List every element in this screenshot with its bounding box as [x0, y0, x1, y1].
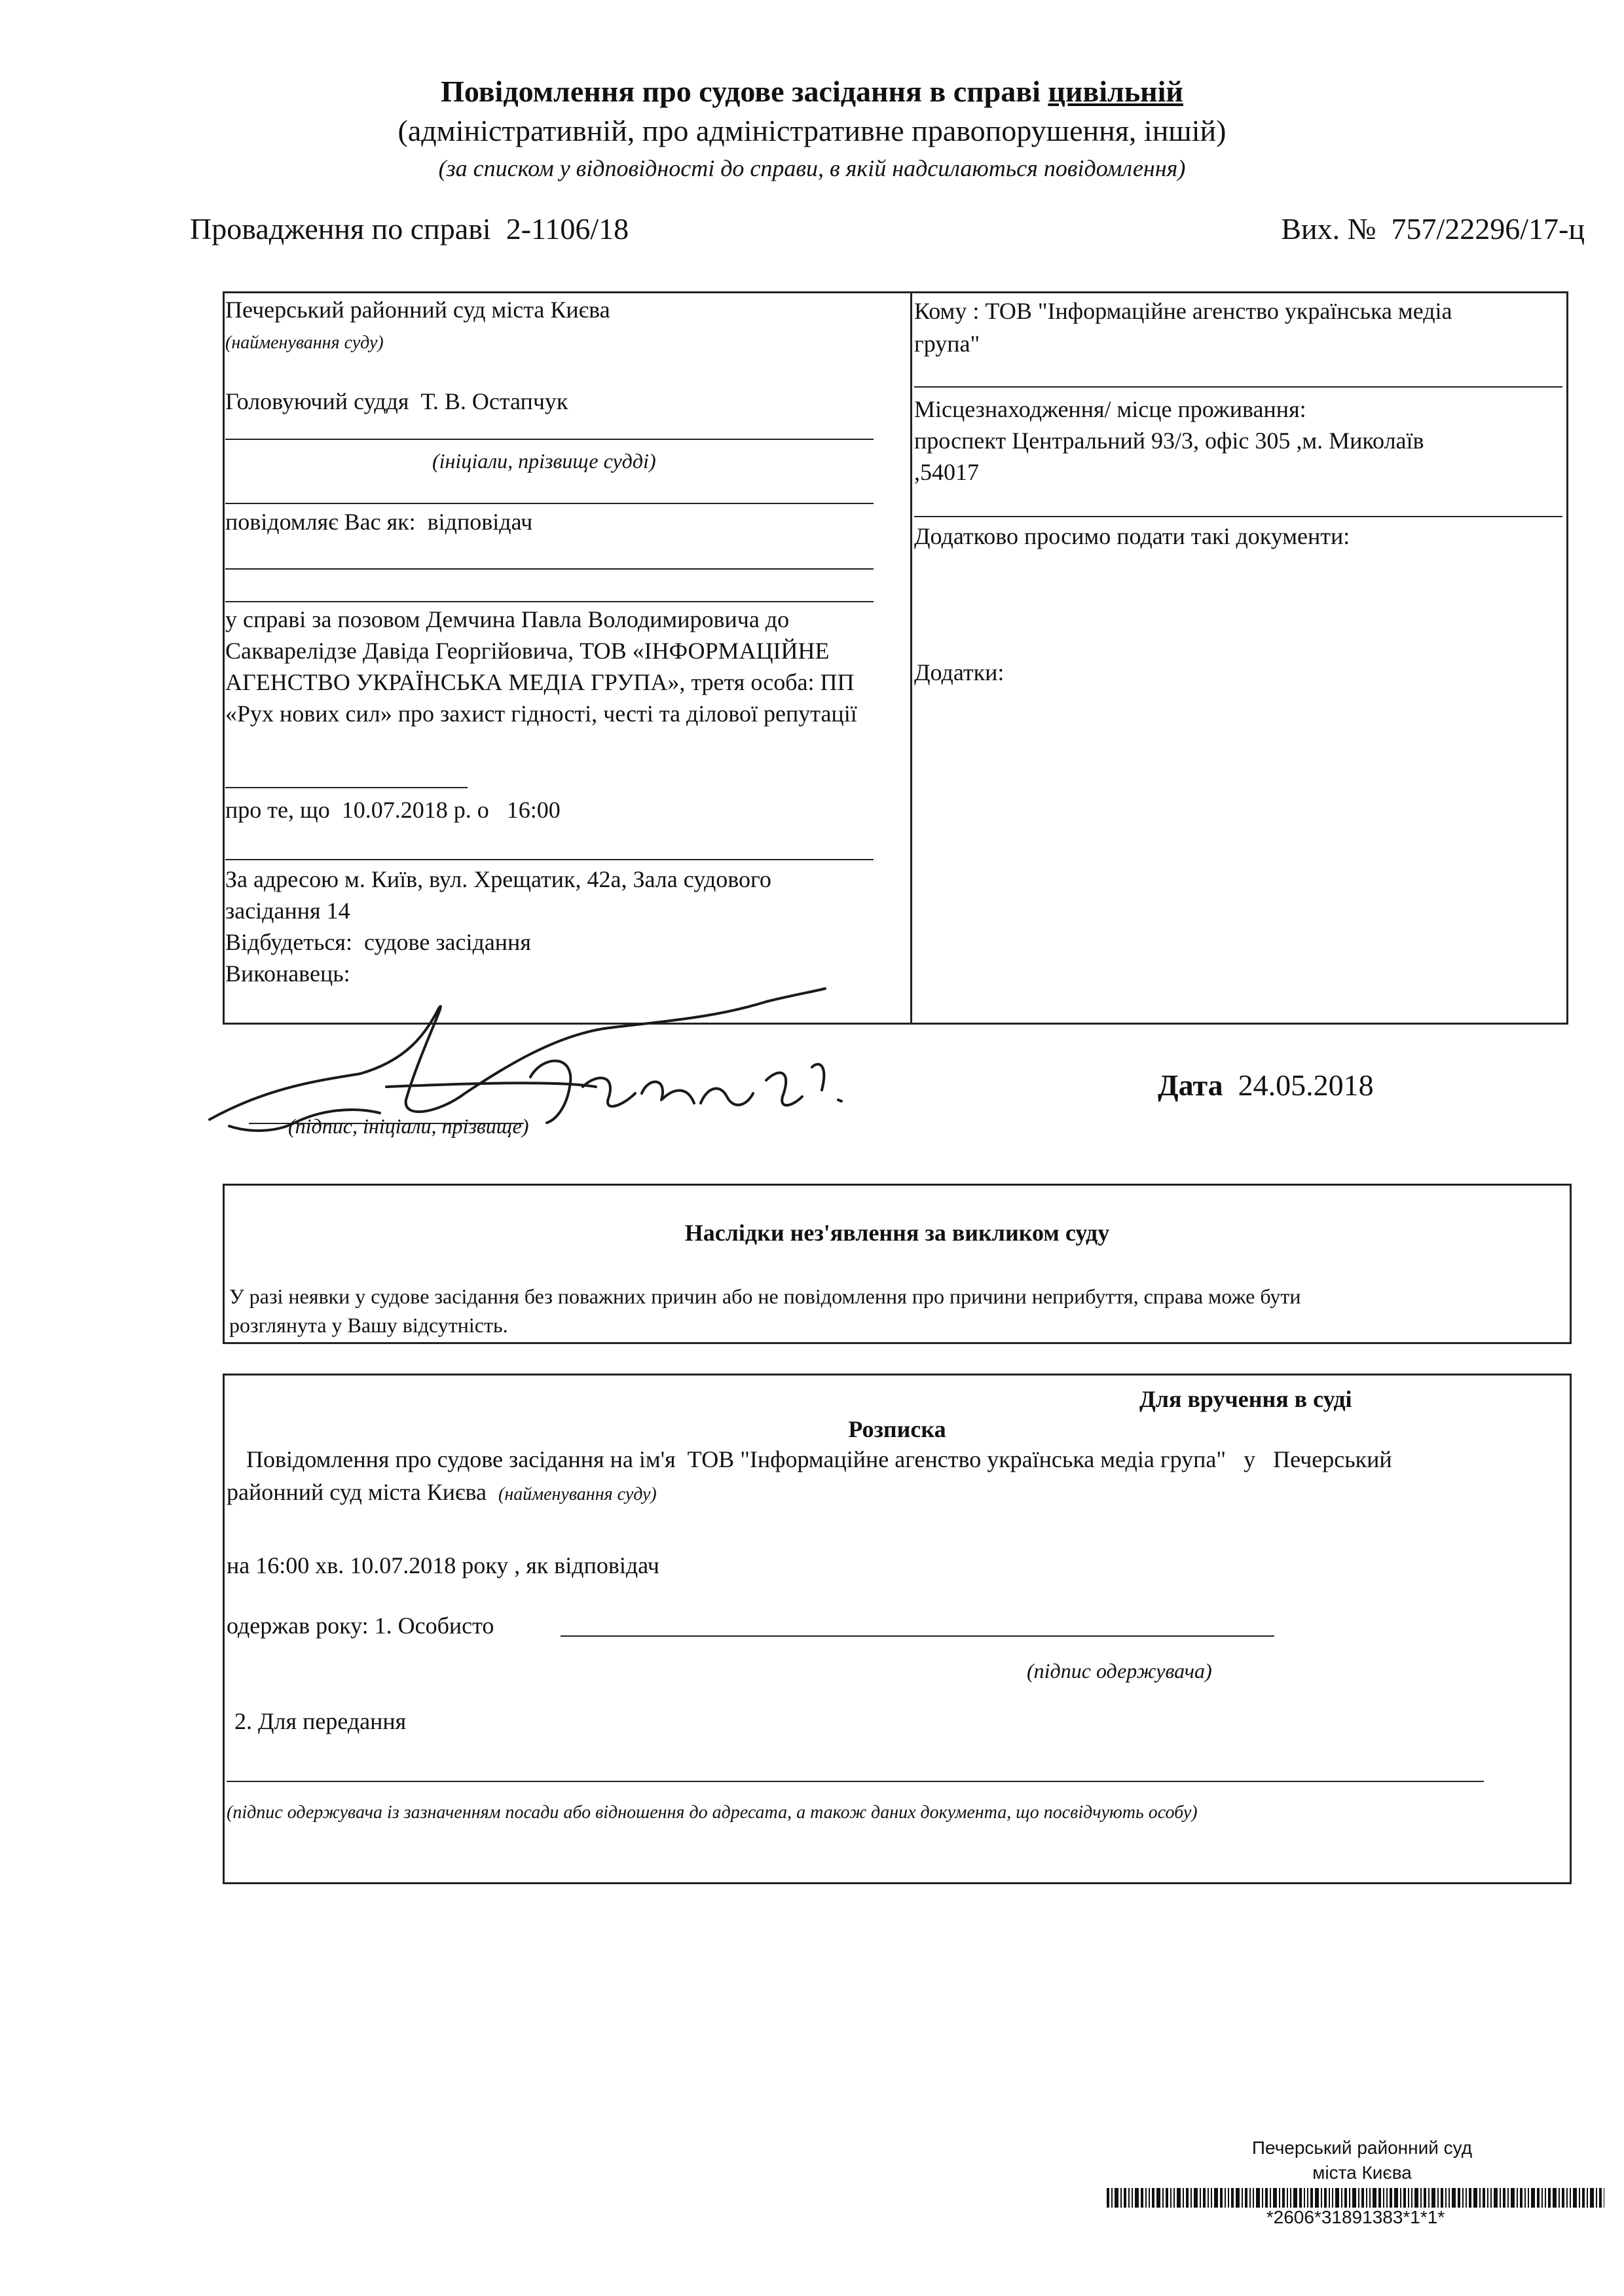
barcode-number: *2606*31891383*1*1* — [1266, 2207, 1445, 2227]
case-type: цивільній — [1048, 75, 1183, 108]
consequences-title: Наслідки нез'явлення за викликом суду — [684, 1220, 1110, 1246]
recipient-name: ТОВ "Інформаційне агенство українська медіа — [985, 298, 1452, 324]
court-name-hint: (найменування суду) — [225, 333, 384, 353]
consequences-text-line2: розглянута у Вашу відсутність. — [229, 1313, 508, 1337]
notify-role: повідомляє Вас як: відповідач — [225, 509, 533, 535]
signature-hint: (підпис, ініціали, прізвище) — [288, 1114, 529, 1138]
hearing-address-line2: засідання 14 — [225, 898, 350, 924]
date-value: 24.05.2018 — [1238, 1068, 1374, 1102]
divider-line — [225, 601, 874, 602]
documents-request: Додатково просимо подати такі документи: — [914, 523, 1350, 549]
case-number: 2-1106/18 — [506, 212, 629, 246]
location-line2: ,54017 — [914, 459, 979, 485]
divider-line — [225, 568, 874, 570]
delivery-label: Для вручення в суді — [1139, 1386, 1352, 1412]
transfer-signature-hint: (підпис одержувача із зазначенням посади або відношення до адресата, а також даних документа, що посвідчують особу) — [227, 1802, 1198, 1823]
divider-line — [914, 386, 1562, 388]
case-description: у справі за позовом Демчина Павла Володимировича до Сакварелідзе Давіда Георгійовича, ТОВ «ІНФОРМАЦІЙНЕ АГЕНСТВО УКРАЇНСЬКА МЕДІА ГРУПА», третя особа: ПП «Рух нових сил» про захист гідності, честі та ділової репутації — [225, 606, 857, 727]
hearing-date: 10.07.2018 р. о — [341, 797, 489, 823]
receipt-hearing-line: на 16:00 хв. 10.07.2018 року , як відповідач — [227, 1552, 659, 1578]
hearing-time: 16:00 — [506, 797, 561, 823]
document-title: Повідомлення про судове засідання в справі цивільній — [441, 75, 1183, 108]
notice-date: Дата 24.05.2018 — [1158, 1068, 1374, 1102]
recipient-name: ТОВ "Інформаційне агенство українська медіа група" — [687, 1446, 1227, 1472]
recipient: Кому : ТОВ "Інформаційне агенство українська медіа — [914, 298, 1452, 324]
role-value: відповідач — [427, 509, 533, 535]
hearing-date-time: про те, що 10.07.2018 р. о 16:00 — [225, 797, 561, 823]
judge-name: Т. В. Остапчук — [420, 388, 568, 414]
judge-hint: (ініціали, прізвище судді) — [432, 449, 656, 473]
location-line1: проспект Центральний 93/3, офіс 305 ,м. Миколаїв — [914, 428, 1424, 454]
transfer-label: 2. Для передання — [234, 1708, 407, 1734]
executor-label: Виконавець: — [225, 960, 350, 987]
attachments-label: Додатки: — [914, 659, 1005, 685]
divider-line — [225, 503, 874, 504]
judge-line — [225, 439, 874, 440]
title-note: (за списком у відповідності до справи, в якій надсилаються повідомлення) — [438, 155, 1186, 181]
case-reference: Провадження по справі 2-1106/18 — [190, 212, 629, 246]
court-stamp-line1: Печерський районний суд — [1251, 2138, 1473, 2158]
divider-line — [225, 787, 468, 788]
column-divider — [910, 291, 912, 1025]
recipient-signature-hint: (підпис одержувача) — [1027, 1659, 1212, 1683]
transfer-signature-line — [227, 1781, 1484, 1782]
event-type: Відбудеться: судове засідання — [225, 929, 531, 955]
divider-line — [225, 859, 874, 860]
consequences-text-line1: У разі неявки у судове засідання без поважних причин або не повідомлення про причини неприбуття, справа може бути — [229, 1285, 1301, 1308]
recipient-signature-line — [561, 1635, 1274, 1637]
presiding-judge: Головуючий суддя Т. В. Остапчук — [225, 388, 568, 414]
receipt-title: Розписка — [848, 1416, 946, 1442]
court-stamp-line2: міста Києва — [1312, 2162, 1412, 2183]
receipt-line2: районний суд міста Києва (найменування суду) — [227, 1479, 657, 1505]
received-personally: одержав року: 1. Особисто — [227, 1613, 494, 1639]
location-label: Місцезнаходження/ місце проживання: — [914, 396, 1306, 422]
case-type-options: (адміністративній, про адміністративне правопорушення, іншій) — [397, 114, 1227, 147]
outgoing-number: Вих. № 757/22296/17-ц — [1281, 212, 1585, 246]
recipient-name-cont: група" — [914, 331, 980, 357]
court-name-hint: (найменування суду) — [498, 1484, 657, 1504]
divider-line — [914, 516, 1562, 517]
court-name: Печерський районний суд міста Києва — [225, 297, 610, 323]
receipt-line1: Повідомлення про судове засідання на ім'я ТОВ "Інформаційне агенство українська медіа група" у Печерський — [246, 1446, 1392, 1472]
hearing-address-line1: За адресою м. Київ, вул. Хрещатик, 42а, Зала судового — [225, 866, 771, 892]
